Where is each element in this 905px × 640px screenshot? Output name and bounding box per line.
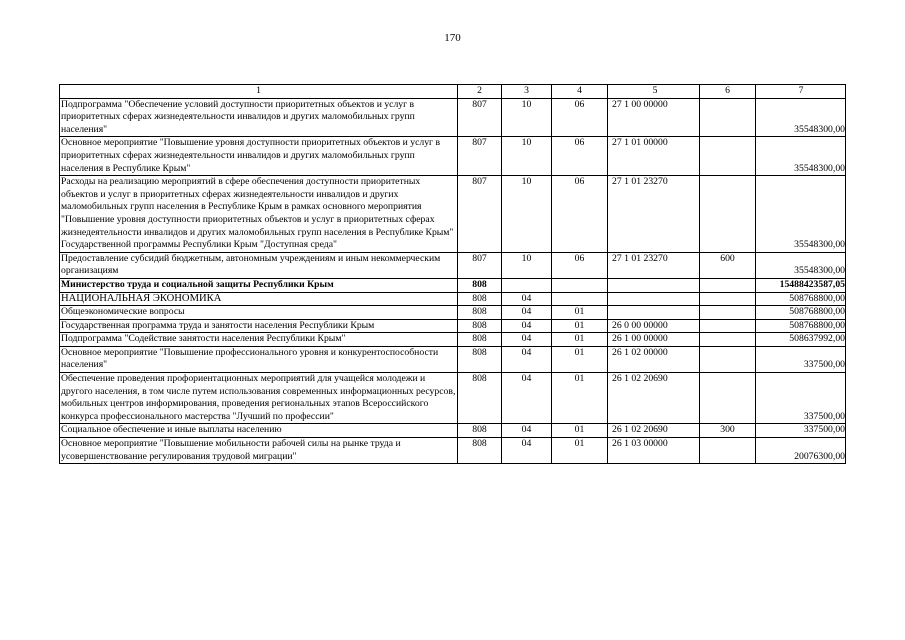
table-row xyxy=(60,252,846,278)
section-code: 04 xyxy=(502,319,552,333)
row-name: Подпрограмма "Содействие занятости населения Республики Крым" xyxy=(60,333,458,347)
subsection-code: 06 xyxy=(552,98,608,137)
amount: 15488423587,05 xyxy=(756,278,846,292)
target-article-code xyxy=(608,292,700,306)
amount: 337500,00 xyxy=(756,424,846,438)
row-name: НАЦИОНАЛЬНАЯ ЭКОНОМИКА xyxy=(60,292,458,306)
section-code: 10 xyxy=(502,252,552,278)
subsection-code: 01 xyxy=(552,319,608,333)
row-name: Государственная программа труда и занятости населения Республики Крым xyxy=(60,319,458,333)
section-code xyxy=(502,278,552,292)
target-article-code: 26 1 03 00000 xyxy=(608,438,700,464)
target-article-code: 26 1 02 20690 xyxy=(608,373,700,424)
expense-type-code xyxy=(700,373,756,424)
column-header-6: 6 xyxy=(700,85,756,99)
section-code: 10 xyxy=(502,137,552,176)
ministry-code: 808 xyxy=(458,333,502,347)
amount: 35548300,00 xyxy=(756,176,846,253)
subsection-code: 01 xyxy=(552,438,608,464)
expense-type-code xyxy=(700,306,756,320)
table-row xyxy=(60,306,846,320)
column-header-3: 3 xyxy=(502,85,552,99)
row-name: Подпрограмма "Обеспечение условий доступности приоритетных объектов и услуг в приоритетных сферах жизнедеятельности инвалидов и других маломобильных групп населения" xyxy=(60,98,458,137)
section-code: 04 xyxy=(502,346,552,372)
subsection-code: 06 xyxy=(552,176,608,253)
table-row xyxy=(60,346,846,372)
expense-type-code xyxy=(700,176,756,253)
expense-type-code xyxy=(700,98,756,137)
budget-table xyxy=(59,84,846,464)
row-name: Основное мероприятие "Повышение уровня доступности приоритетных объектов и услуг в приоритетных сферах жизнедеятельности инвалидов и других маломобильных групп населения в Республике Крым" xyxy=(60,137,458,176)
table-row xyxy=(60,278,846,292)
ministry-code: 807 xyxy=(458,98,502,137)
section-code: 04 xyxy=(502,333,552,347)
ministry-code: 807 xyxy=(458,176,502,253)
expense-type-code xyxy=(700,438,756,464)
column-header-5: 5 xyxy=(608,85,700,99)
ministry-code: 808 xyxy=(458,438,502,464)
subsection-code xyxy=(552,292,608,306)
subsection-code: 01 xyxy=(552,333,608,347)
expense-type-code xyxy=(700,278,756,292)
row-name: Основное мероприятие "Повышение профессионального уровня и конкурентоспособности населения" xyxy=(60,346,458,372)
amount: 508768800,00 xyxy=(756,306,846,320)
expense-type-code xyxy=(700,319,756,333)
expense-type-code: 600 xyxy=(700,252,756,278)
amount: 35548300,00 xyxy=(756,137,846,176)
target-article-code: 27 1 00 00000 xyxy=(608,98,700,137)
amount: 508768800,00 xyxy=(756,319,846,333)
row-name: Расходы на реализацию мероприятий в сфере обеспечения доступности приоритетных объектов и услуг в приоритетных сферах жизнедеятельности инвалидов и других маломобильных групп населения в Республике Крым в рамках основного мероприятия "Повышение уровня доступности приоритетных объектов и услуг в приоритетных сферах жизнедеятельности инвалидов и других маломобильных групп населения в Республике Крым" Государственной программы Республики Крым "Доступная среда" xyxy=(60,176,458,253)
expense-type-code xyxy=(700,292,756,306)
target-article-code: 27 1 01 23270 xyxy=(608,252,700,278)
subsection-code: 06 xyxy=(552,252,608,278)
section-code: 04 xyxy=(502,306,552,320)
column-header-1: 1 xyxy=(60,85,458,99)
table-row xyxy=(60,438,846,464)
subsection-code: 06 xyxy=(552,137,608,176)
amount: 20076300,00 xyxy=(756,438,846,464)
section-code: 10 xyxy=(502,176,552,253)
table-row xyxy=(60,176,846,253)
subsection-code: 01 xyxy=(552,306,608,320)
amount: 508637992,00 xyxy=(756,333,846,347)
amount: 337500,00 xyxy=(756,346,846,372)
column-header-4: 4 xyxy=(552,85,608,99)
ministry-code: 808 xyxy=(458,373,502,424)
row-name: Социальное обеспечение и иные выплаты населению xyxy=(60,424,458,438)
ministry-code: 807 xyxy=(458,252,502,278)
amount: 337500,00 xyxy=(756,373,846,424)
table-row xyxy=(60,98,846,137)
amount: 508768800,00 xyxy=(756,292,846,306)
amount: 35548300,00 xyxy=(756,98,846,137)
expense-type-code xyxy=(700,333,756,347)
table-row xyxy=(60,333,846,347)
table-row xyxy=(60,292,846,306)
column-header-7: 7 xyxy=(756,85,846,99)
target-article-code xyxy=(608,306,700,320)
subsection-code: 01 xyxy=(552,424,608,438)
ministry-code: 808 xyxy=(458,278,502,292)
subsection-code: 01 xyxy=(552,373,608,424)
section-code: 04 xyxy=(502,292,552,306)
section-code: 04 xyxy=(502,438,552,464)
column-header-2: 2 xyxy=(458,85,502,99)
ministry-code: 808 xyxy=(458,292,502,306)
target-article-code: 26 0 00 00000 xyxy=(608,319,700,333)
row-name: Обеспечение проведения профориентационных мероприятий для учащейся молодежи и другого населения, в том числе путем использования современных информационных ресурсов, мобильных центров информирования, проведения региональных этапов Всероссийского конкурса профессионального мастерства "Лучший по профессии" xyxy=(60,373,458,424)
expense-type-code xyxy=(700,346,756,372)
page-number: 170 xyxy=(444,32,461,44)
table-header-row xyxy=(60,85,846,99)
target-article-code: 26 1 02 20690 xyxy=(608,424,700,438)
target-article-code: 26 1 00 00000 xyxy=(608,333,700,347)
expense-type-code: 300 xyxy=(700,424,756,438)
expense-type-code xyxy=(700,137,756,176)
ministry-code: 807 xyxy=(458,137,502,176)
subsection-code xyxy=(552,278,608,292)
ministry-code: 808 xyxy=(458,424,502,438)
target-article-code: 27 1 01 23270 xyxy=(608,176,700,253)
section-code: 04 xyxy=(502,373,552,424)
subsection-code: 01 xyxy=(552,346,608,372)
section-code: 10 xyxy=(502,98,552,137)
ministry-code: 808 xyxy=(458,346,502,372)
target-article-code xyxy=(608,278,700,292)
amount: 35548300,00 xyxy=(756,252,846,278)
ministry-code: 808 xyxy=(458,319,502,333)
table-row xyxy=(60,424,846,438)
table-row xyxy=(60,137,846,176)
row-name: Министерство труда и социальной защиты Республики Крым xyxy=(60,278,458,292)
row-name: Основное мероприятие "Повышение мобильности рабочей силы на рынке труда и усовершенствование регулирования трудовой миграции" xyxy=(60,438,458,464)
ministry-code: 808 xyxy=(458,306,502,320)
row-name: Предоставление субсидий бюджетным, автономным учреждениям и иным некоммерческим организациям xyxy=(60,252,458,278)
target-article-code: 27 1 01 00000 xyxy=(608,137,700,176)
target-article-code: 26 1 02 00000 xyxy=(608,346,700,372)
table-row xyxy=(60,319,846,333)
section-code: 04 xyxy=(502,424,552,438)
table-row xyxy=(60,373,846,424)
row-name: Общеэкономические вопросы xyxy=(60,306,458,320)
